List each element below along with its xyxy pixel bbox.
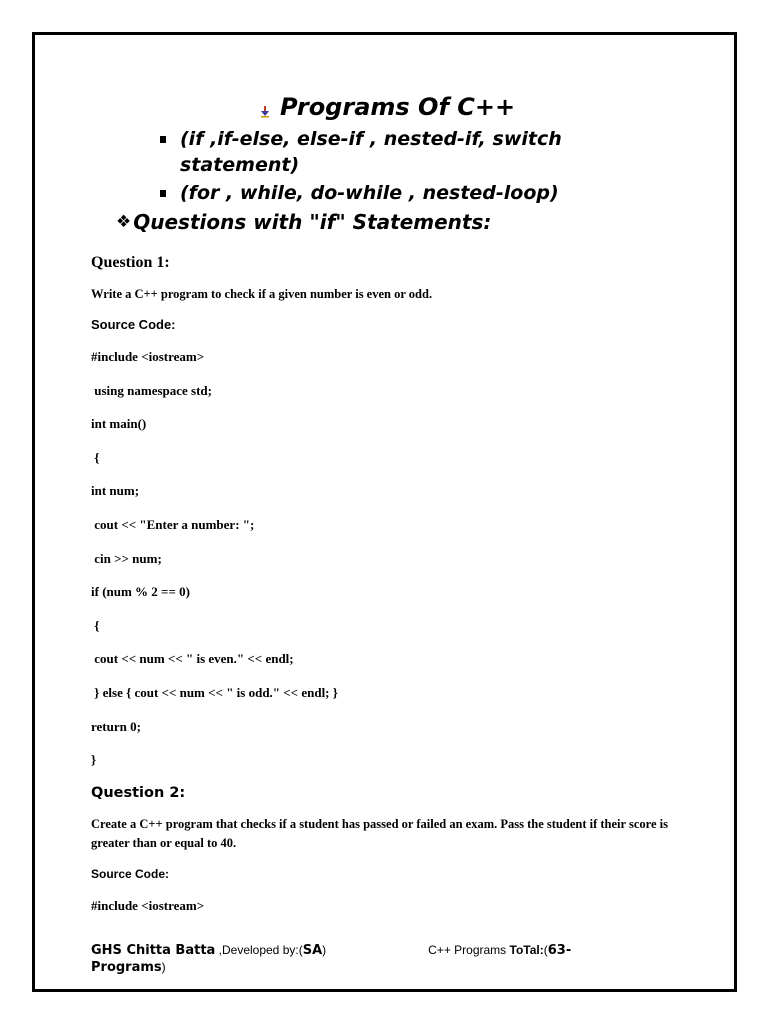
question-1-heading: Question 1: — [91, 254, 170, 271]
code-line: int num; — [91, 483, 140, 499]
code-line: #include <iostream> — [91, 349, 205, 364]
question-1-text: Write a C++ program to check if a given number is even or odd. — [91, 287, 433, 301]
section-heading-text: Questions with "if" Statements: — [133, 210, 492, 234]
question-2-text: Create a C++ program that checks if a student has passed or failed an exam. Pass the student if their score is greater than or equal to 40. — [91, 816, 668, 850]
content — [91, 253, 671, 930]
diamond-bullet-icon: ❖ — [116, 212, 132, 232]
topic-text: (if ,if-else, else-if , nested-if, switch statement) — [180, 128, 562, 176]
code-line: int main() — [91, 416, 147, 432]
footer-total-value: 63- — [547, 943, 572, 958]
code-line: return 0; — [91, 718, 141, 734]
question-1-code — [91, 348, 671, 769]
topic-list — [160, 126, 630, 208]
square-bullet-icon — [160, 190, 166, 197]
page-title: Programs Of C++ — [280, 93, 516, 121]
footer-school: GHS Chitta Batta — [91, 943, 216, 958]
code-line: #include <iostream> — [91, 897, 205, 913]
topic-text: (for , while, do-while , nested-loop) — [180, 182, 559, 204]
title-row — [258, 92, 515, 122]
footer-total-open: ( — [543, 943, 548, 957]
footer-total-programs: Programs — [91, 960, 162, 975]
footer-developed-by: ,Developed by:( — [215, 943, 303, 957]
footer — [91, 942, 691, 976]
code-line: if (num % 2 == 0) — [91, 584, 190, 600]
section-heading — [116, 208, 491, 236]
code-line: { — [91, 617, 100, 633]
code-line: } else { cout << num << " is odd." << endl; } — [91, 684, 338, 700]
question-2-source-label: Source Code: — [91, 866, 170, 881]
topic-item — [160, 126, 630, 178]
code-line: } — [91, 752, 97, 768]
footer-developer: SA — [302, 943, 323, 958]
footer-total-label: ToTal: — [509, 943, 544, 957]
topic-item — [160, 180, 630, 206]
square-bullet-icon — [160, 136, 166, 143]
footer-programs-label: C++ Programs — [428, 943, 510, 957]
down-arrow-icon — [258, 104, 272, 118]
code-line: using namespace std; — [91, 382, 212, 398]
footer-developed-close: ) — [322, 943, 327, 957]
question-1-source-label: Source Code: — [91, 317, 176, 332]
footer-total-close: ) — [161, 960, 166, 974]
question-2-heading: Question 2: — [91, 784, 186, 801]
code-line: { — [91, 449, 100, 465]
code-line: cout << "Enter a number: "; — [91, 516, 255, 532]
code-line: cout << num << " is even." << endl; — [91, 651, 294, 667]
code-line: cin >> num; — [91, 550, 162, 566]
